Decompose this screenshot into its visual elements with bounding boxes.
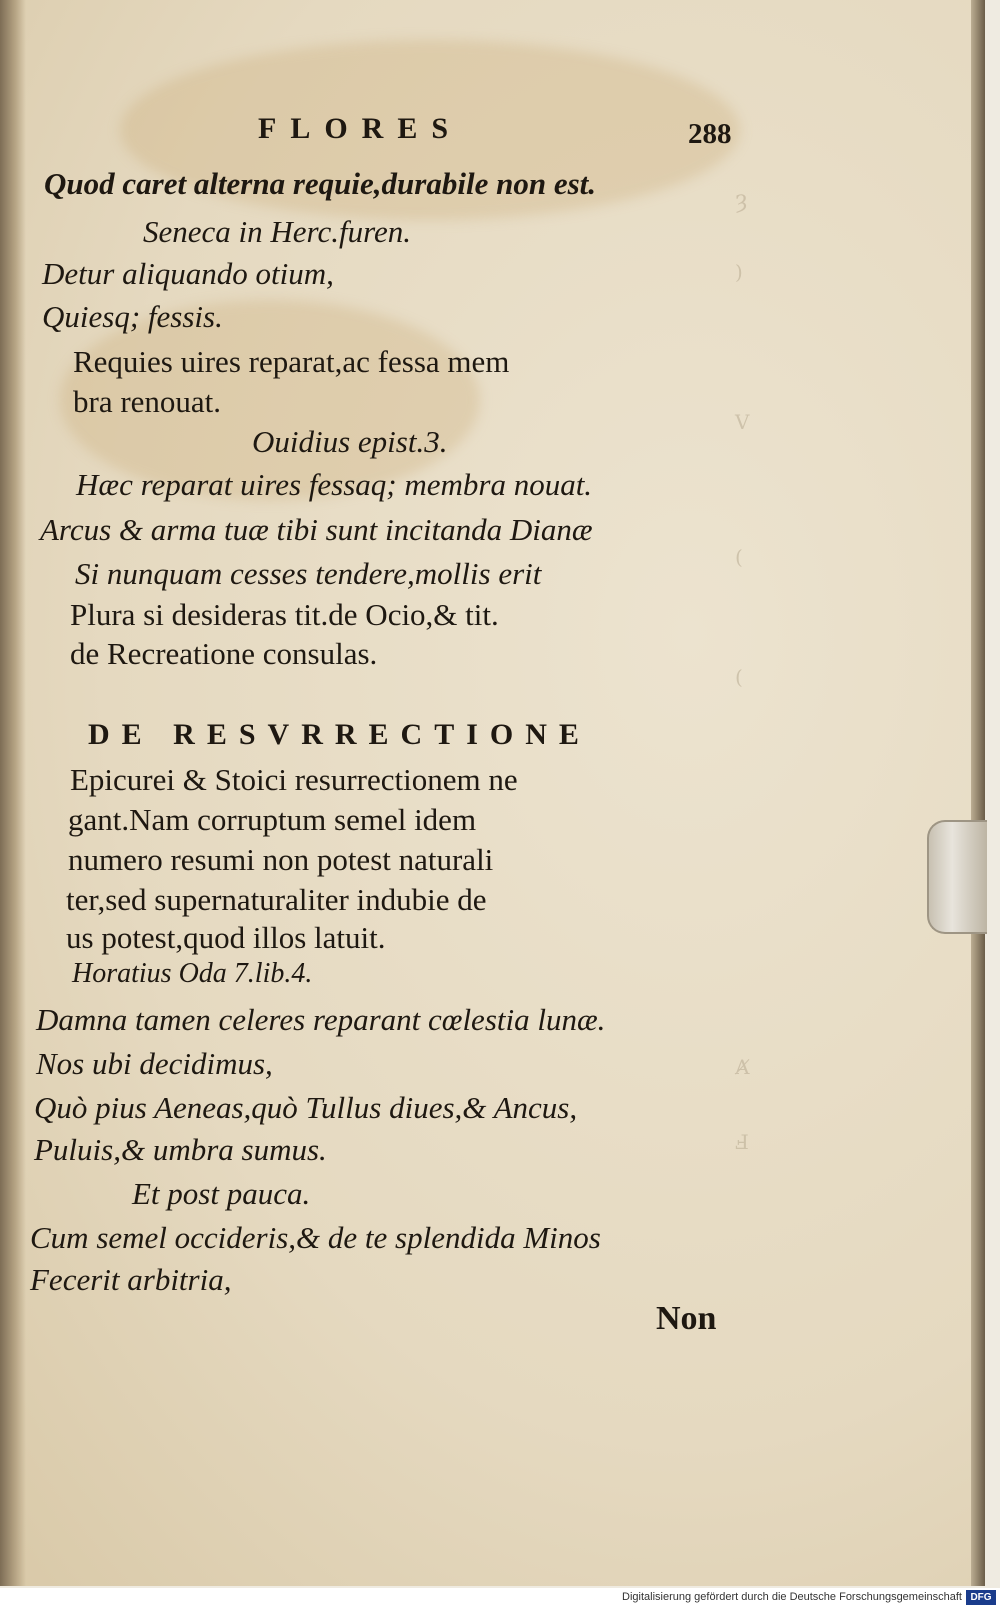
bleed-through-text: Ȝ	[735, 190, 748, 214]
text-line: ter,sed supernaturaliter indubie de	[66, 882, 487, 917]
digitization-footer	[0, 1588, 1000, 1609]
bleed-through-text: V	[735, 410, 750, 434]
bleed-through-text: )	[735, 260, 743, 284]
text-line: Ouidius epist.3.	[252, 424, 448, 459]
text-line: Arcus & arma tuæ tibi sunt incitanda Dianæ	[40, 512, 593, 547]
text-line: Si nunquam cesses tendere,mollis erit	[75, 556, 542, 591]
text-line: Damna tamen celeres reparant cœlestia lunæ.	[36, 1002, 606, 1037]
text-line: Seneca in Herc.furen.	[143, 214, 411, 249]
text-line: Horatius Oda 7.lib.4.	[72, 958, 313, 989]
text-line: Requies uires reparat,ac fessa mem	[73, 344, 510, 379]
text-line: Epicurei & Stoici resurrectionem ne	[70, 762, 518, 797]
catchword: Non	[656, 1300, 717, 1337]
page-edge	[971, 0, 985, 1586]
section-heading: DE RESVRRECTIONE	[88, 718, 591, 751]
text-line: Quò pius Aeneas,quò Tullus diues,& Ancus,	[34, 1090, 578, 1125]
bleed-through-text: Ⅎ	[735, 1130, 749, 1154]
text-line: Cum semel occideris,& de te splendida Minos	[30, 1220, 601, 1255]
text-line: Puluis,& umbra sumus.	[34, 1132, 327, 1167]
footer-credit: Digitalisierung gefördert durch die Deutsche Forschungsgemeinschaft	[622, 1591, 962, 1603]
bleed-through-text: (	[735, 665, 743, 689]
text-line: Fecerit arbitria,	[30, 1262, 232, 1297]
text-line: us potest,quod illos latuit.	[66, 920, 386, 955]
text-line: Quiesq; fessis.	[42, 299, 223, 334]
page-number: 288	[688, 118, 732, 150]
dfg-logo: DFG	[966, 1590, 996, 1605]
text-line: de Recreatione consulas.	[70, 636, 378, 671]
running-title: FLORES	[258, 112, 463, 145]
text-line: Nos ubi decidimus,	[36, 1046, 273, 1081]
text-line: bra renouat.	[73, 384, 222, 419]
text-line: Plura si desideras tit.de Ocio,& tit.	[70, 597, 499, 632]
text-line: numero resumi non potest naturali	[68, 842, 494, 877]
bleed-through-text: Ⱥ	[735, 1055, 750, 1079]
text-line: Et post pauca.	[132, 1176, 311, 1211]
bleed-through-text: (	[735, 545, 743, 569]
text-line: Quod caret alterna requie,durabile non est.	[44, 166, 597, 201]
bookmark-clip	[927, 820, 987, 934]
text-line: gant.Nam corruptum semel idem	[68, 802, 477, 837]
text-line: Detur aliquando otium,	[42, 256, 334, 291]
gutter-shadow	[0, 0, 26, 1586]
text-line: Hæc reparat uires fessaq; membra nouat.	[76, 467, 593, 502]
